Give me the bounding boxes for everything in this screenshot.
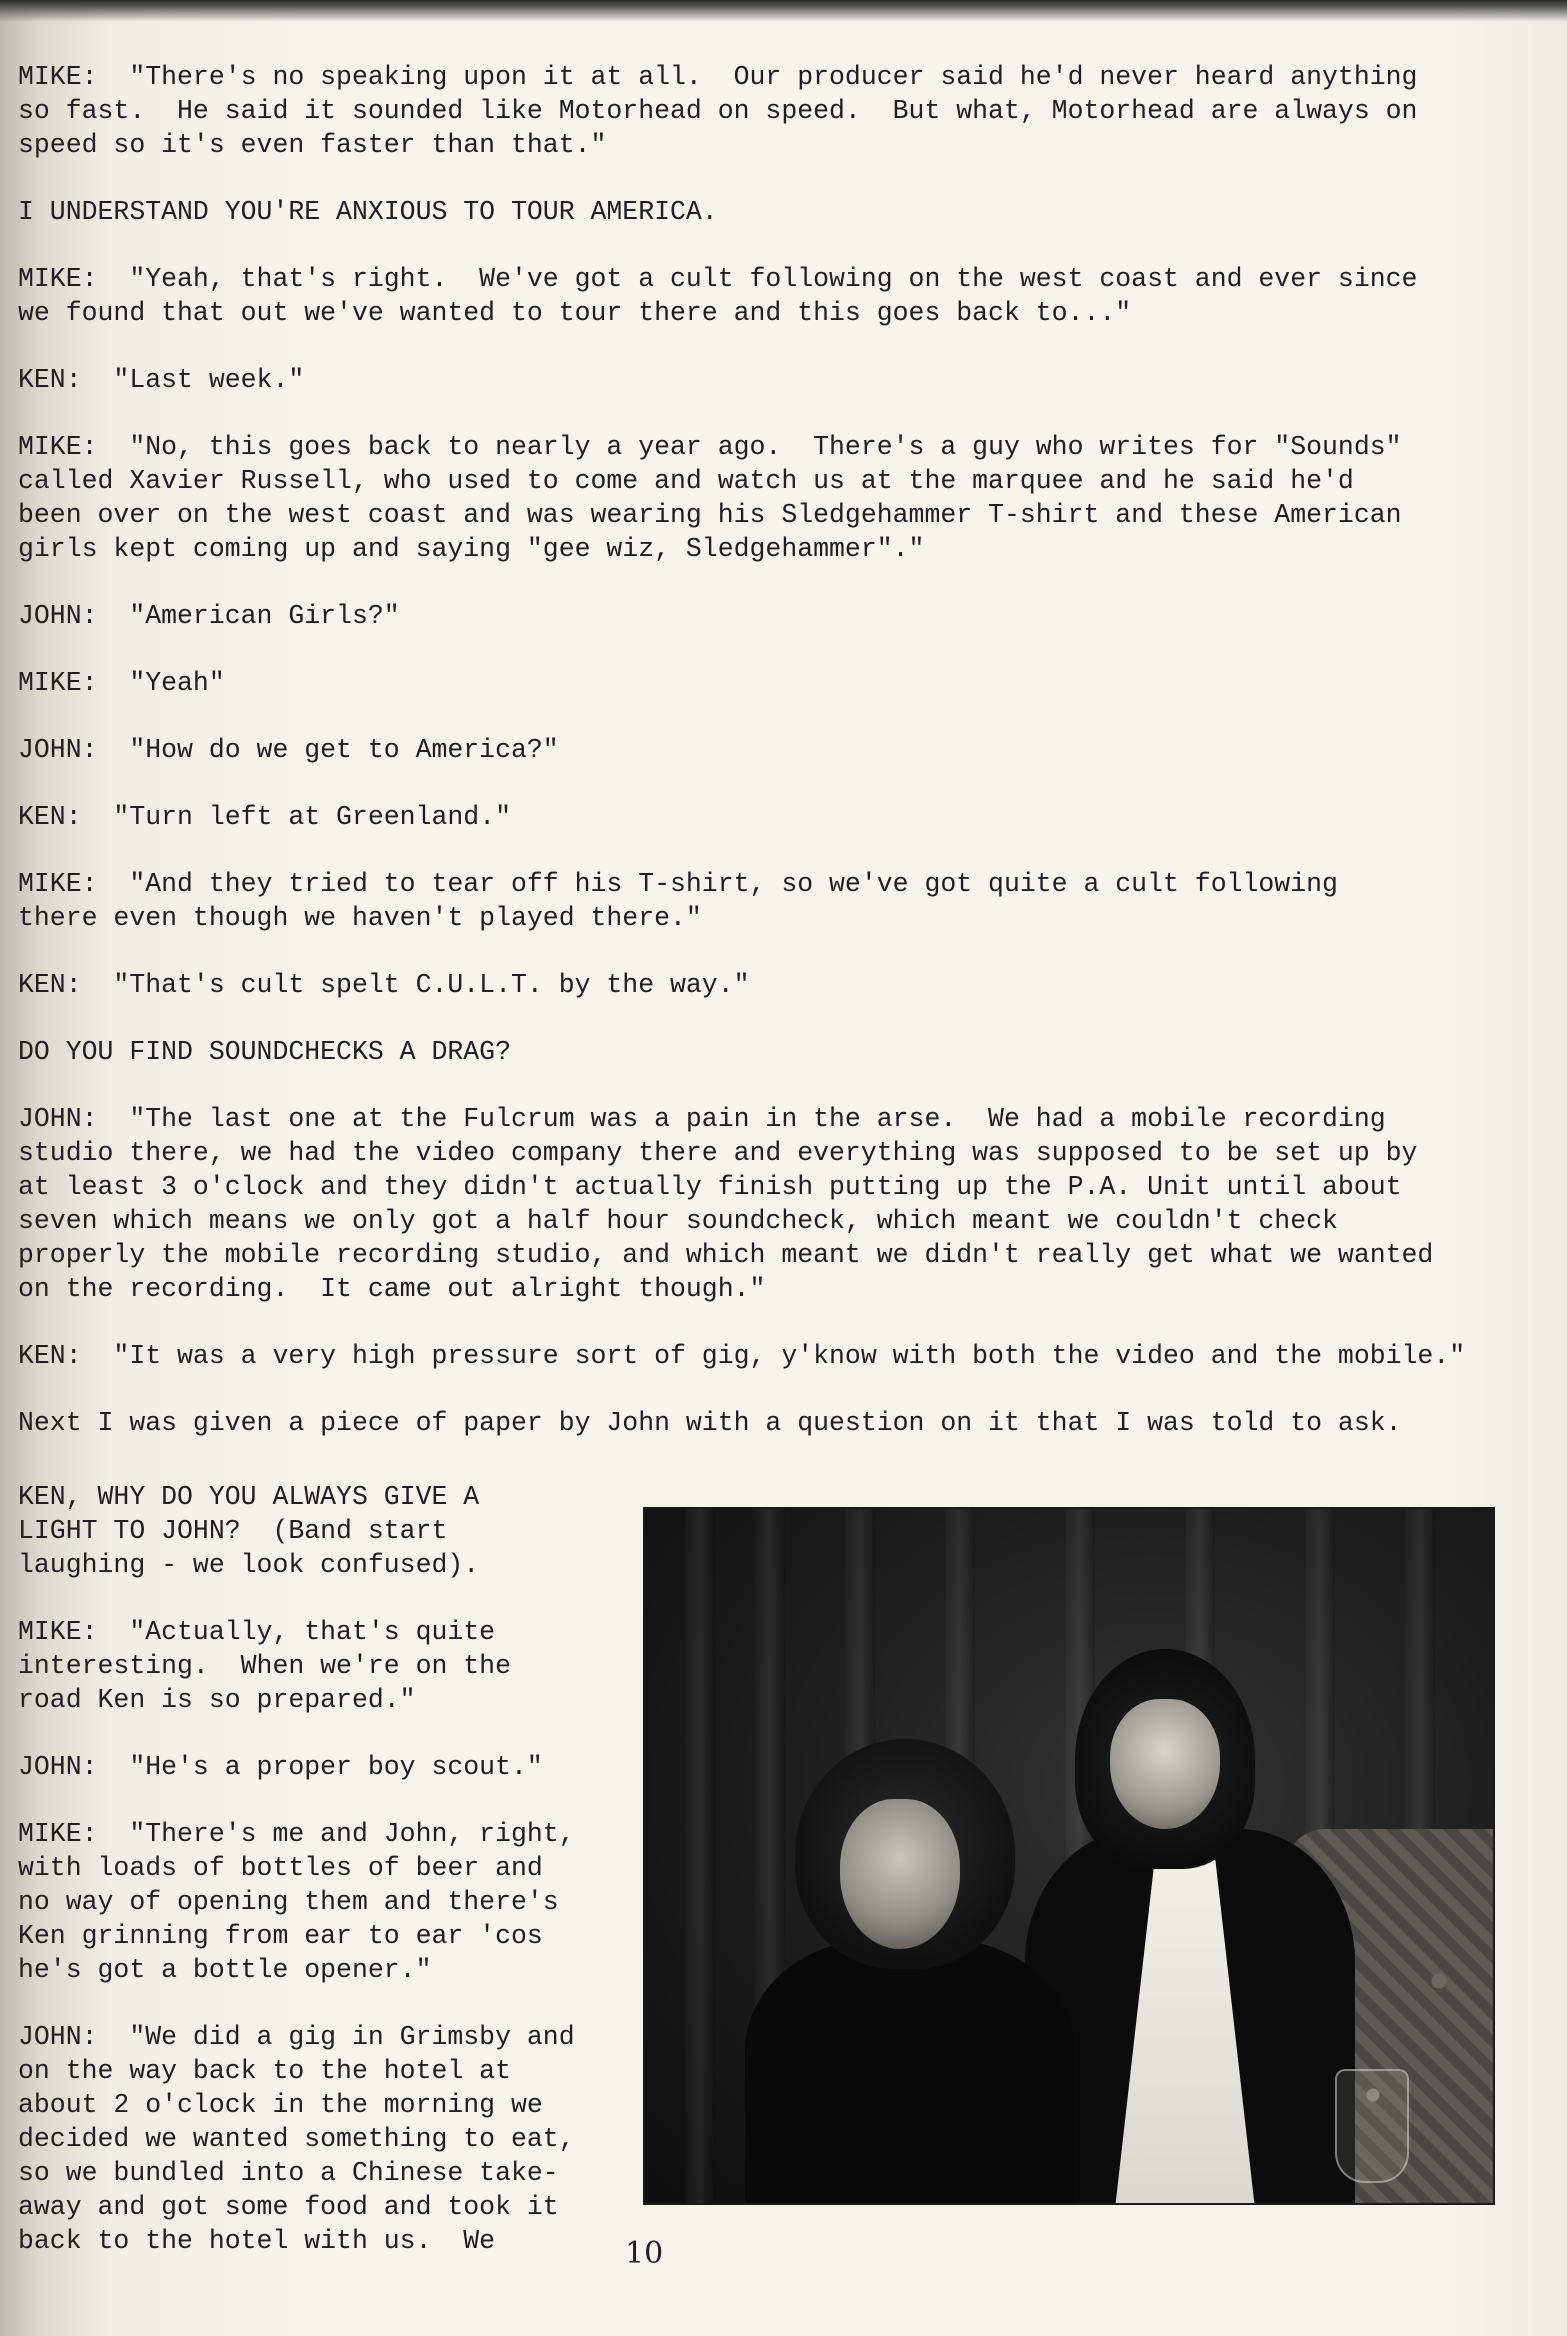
paragraph bbox=[0, 1035, 1567, 1069]
text-line: LIGHT TO JOHN? (Band start bbox=[18, 1516, 448, 1546]
text-line: so we bundled into a Chinese take- bbox=[18, 2158, 559, 2188]
text-line: MIKE: "Yeah, that's right. We've got a cult following on the west coast and ever since bbox=[18, 264, 1418, 294]
text-line: properly the mobile recording studio, and which meant we didn't really get what we wanted bbox=[18, 1240, 1434, 1270]
paragraph bbox=[18, 1615, 628, 1717]
page-top-edge bbox=[0, 0, 1567, 22]
text-line: he's got a bottle opener." bbox=[18, 1955, 432, 1985]
paragraph bbox=[18, 2020, 628, 2258]
text-line: MIKE: "And they tried to tear off his T-shirt, so we've got quite a cult following bbox=[18, 869, 1338, 899]
person-right-face bbox=[1110, 1699, 1220, 1829]
text-line: MIKE: "There's me and John, right, bbox=[18, 1819, 575, 1849]
paragraph bbox=[18, 1817, 628, 1987]
paragraph bbox=[0, 195, 1567, 229]
text-line: KEN: "Last week." bbox=[18, 365, 305, 395]
text-line: KEN: "That's cult spelt C.U.L.T. by the way." bbox=[18, 970, 750, 1000]
text-line: at least 3 o'clock and they didn't actually finish putting up the P.A. Unit until about bbox=[18, 1172, 1402, 1202]
text-line: decided we wanted something to eat, bbox=[18, 2124, 575, 2154]
text-line: KEN: "Turn left at Greenland." bbox=[18, 802, 511, 832]
paragraph bbox=[0, 1339, 1567, 1373]
text-line: JOHN: "How do we get to America?" bbox=[18, 735, 559, 765]
text-line: there even though we haven't played there." bbox=[18, 903, 702, 933]
text-line: JOHN: "We did a gig in Grimsby and bbox=[18, 2022, 575, 2052]
paragraph bbox=[0, 1102, 1567, 1306]
person-left-body bbox=[745, 1939, 1075, 2205]
paragraph bbox=[0, 1406, 1567, 1440]
text-line: JOHN: "He's a proper boy scout." bbox=[18, 1752, 543, 1782]
text-line: girls kept coming up and saying "gee wiz, Sledgehammer"." bbox=[18, 534, 925, 564]
text-line: I UNDERSTAND YOU'RE ANXIOUS TO TOUR AMERICA. bbox=[18, 197, 718, 227]
paragraph bbox=[0, 733, 1567, 767]
text-line: laughing - we look confused). bbox=[18, 1550, 480, 1580]
paragraph bbox=[0, 430, 1567, 566]
band-photo bbox=[643, 1507, 1495, 2205]
drinking-glass bbox=[1335, 2069, 1409, 2183]
interview-text-column bbox=[0, 60, 1567, 1473]
text-line: DO YOU FIND SOUNDCHECKS A DRAG? bbox=[18, 1037, 511, 1067]
text-line: MIKE: "No, this goes back to nearly a year ago. There's a guy who writes for "Sounds" bbox=[18, 432, 1402, 462]
text-line: been over on the west coast and was wearing his Sledgehammer T-shirt and these American bbox=[18, 500, 1402, 530]
text-line: called Xavier Russell, who used to come and watch us at the marquee and he said he'd bbox=[18, 466, 1354, 496]
text-line: MIKE: "Yeah" bbox=[18, 668, 225, 698]
text-line: seven which means we only got a half hour soundcheck, which meant we couldn't check bbox=[18, 1206, 1338, 1236]
paragraph bbox=[0, 60, 1567, 162]
text-line: about 2 o'clock in the morning we bbox=[18, 2090, 543, 2120]
text-line: with loads of bottles of beer and bbox=[18, 1853, 543, 1883]
text-line: road Ken is so prepared." bbox=[18, 1685, 416, 1715]
paragraph bbox=[18, 1750, 628, 1784]
paragraph bbox=[0, 867, 1567, 935]
text-line: speed so it's even faster than that." bbox=[18, 130, 607, 160]
paragraph bbox=[0, 363, 1567, 397]
text-line: KEN: "It was a very high pressure sort of gig, y'know with both the video and the mobile." bbox=[18, 1341, 1466, 1371]
text-line: Next I was given a piece of paper by John with a question on it that I was told to ask. bbox=[18, 1408, 1402, 1438]
text-line: JOHN: "American Girls?" bbox=[18, 601, 400, 631]
paragraph bbox=[0, 800, 1567, 834]
text-line: so fast. He said it sounded like Motorhead on speed. But what, Motorhead are always on bbox=[18, 96, 1418, 126]
paragraph bbox=[0, 666, 1567, 700]
text-line: KEN, WHY DO YOU ALWAYS GIVE A bbox=[18, 1482, 480, 1512]
page-number: 10 bbox=[625, 2236, 664, 2271]
text-line: JOHN: "The last one at the Fulcrum was a pain in the arse. We had a mobile recording bbox=[18, 1104, 1386, 1134]
text-line: MIKE: "Actually, that's quite bbox=[18, 1617, 496, 1647]
person-left-face bbox=[840, 1799, 960, 1949]
interview-text-lower-column bbox=[18, 1480, 628, 2291]
text-line: no way of opening them and there's bbox=[18, 1887, 559, 1917]
paragraph bbox=[0, 968, 1567, 1002]
paragraph bbox=[0, 262, 1567, 330]
text-line: away and got some food and took it bbox=[18, 2192, 559, 2222]
text-line: on the way back to the hotel at bbox=[18, 2056, 511, 2086]
paragraph bbox=[0, 599, 1567, 633]
curtain-fold bbox=[685, 1509, 715, 2203]
text-line: back to the hotel with us. We bbox=[18, 2226, 496, 2256]
text-line: we found that out we've wanted to tour there and this goes back to..." bbox=[18, 298, 1132, 328]
paragraph bbox=[18, 1480, 628, 1582]
text-line: on the recording. It came out alright though." bbox=[18, 1274, 766, 1304]
text-line: studio there, we had the video company there and everything was supposed to be set up by bbox=[18, 1138, 1418, 1168]
text-line: interesting. When we're on the bbox=[18, 1651, 511, 1681]
text-line: Ken grinning from ear to ear 'cos bbox=[18, 1921, 543, 1951]
text-line: MIKE: "There's no speaking upon it at all. Our producer said he'd never heard anything bbox=[18, 62, 1418, 92]
